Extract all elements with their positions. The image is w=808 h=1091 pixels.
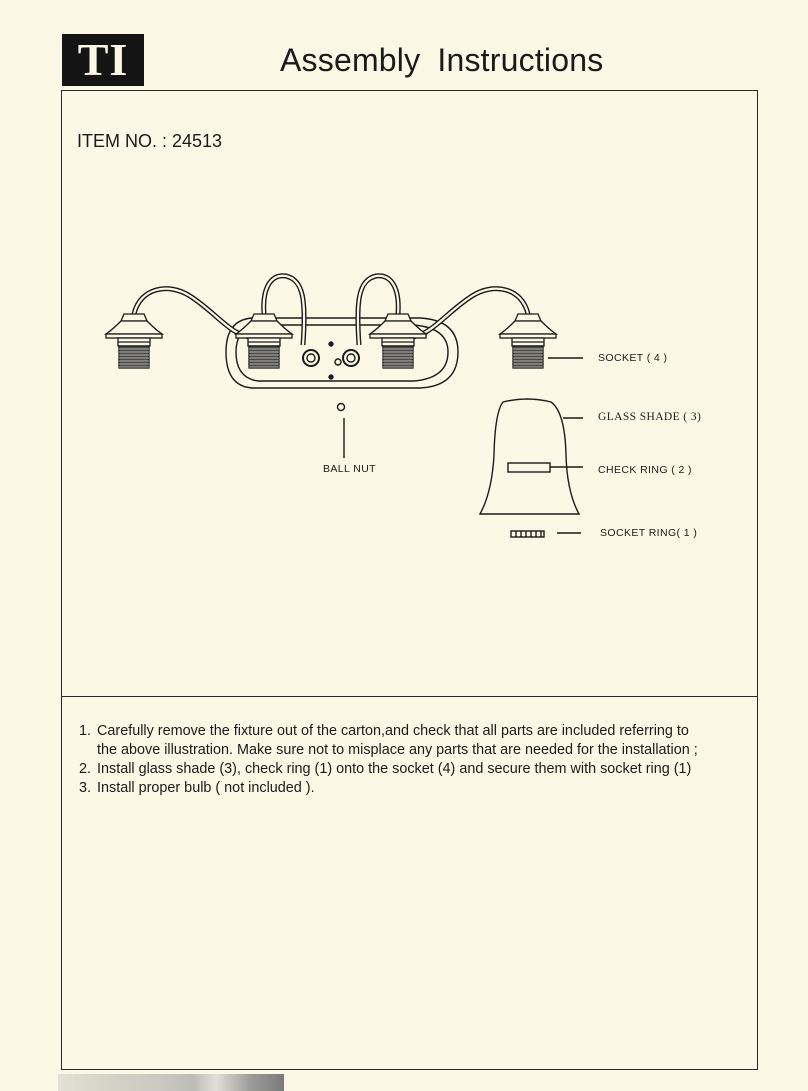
- step-number: 1.: [79, 723, 92, 739]
- page-title: Assembly Instructions: [280, 42, 604, 78]
- step-text: Carefully remove the fixture out of the carton,and check that all parts are included referring to: [97, 723, 689, 739]
- label-check-ring: CHECK RING ( 2 ): [598, 464, 692, 476]
- label-socket: SOCKET ( 4 ): [598, 352, 668, 364]
- instruction-step: [79, 760, 749, 779]
- socket-cup: [236, 314, 292, 368]
- item-number-label: ITEM NO. :: [77, 131, 167, 151]
- scan-edge-strip: [58, 1074, 284, 1091]
- instruction-step: [79, 779, 749, 798]
- step-text: Install proper bulb ( not included ).: [97, 780, 315, 796]
- label-ball-nut: BALL NUT: [323, 463, 376, 475]
- glass-shade-outline: [480, 399, 579, 514]
- step-text-continued: the above illustration. Make sure not to misplace any parts that are needed for the installation ;: [97, 742, 698, 758]
- item-number-value: 24513: [172, 131, 223, 151]
- step-number: 2.: [79, 761, 92, 777]
- step-text: Install glass shade (3), check ring (1) onto the socket (4) and secure them with socket ring (1): [97, 761, 692, 777]
- instruction-list: [79, 722, 749, 798]
- instruction-step: [79, 722, 749, 760]
- check-ring-shape: [508, 463, 550, 472]
- socket-cup: [370, 314, 426, 368]
- label-socket-ring: SOCKET RING( 1 ): [600, 527, 698, 539]
- step-number: 3.: [79, 780, 92, 796]
- brand-logo-text: TI: [77, 34, 129, 85]
- socket-cup: [106, 314, 162, 368]
- socket-cup: [500, 314, 556, 368]
- label-glass-shade: GLASS SHADE ( 3): [598, 411, 702, 423]
